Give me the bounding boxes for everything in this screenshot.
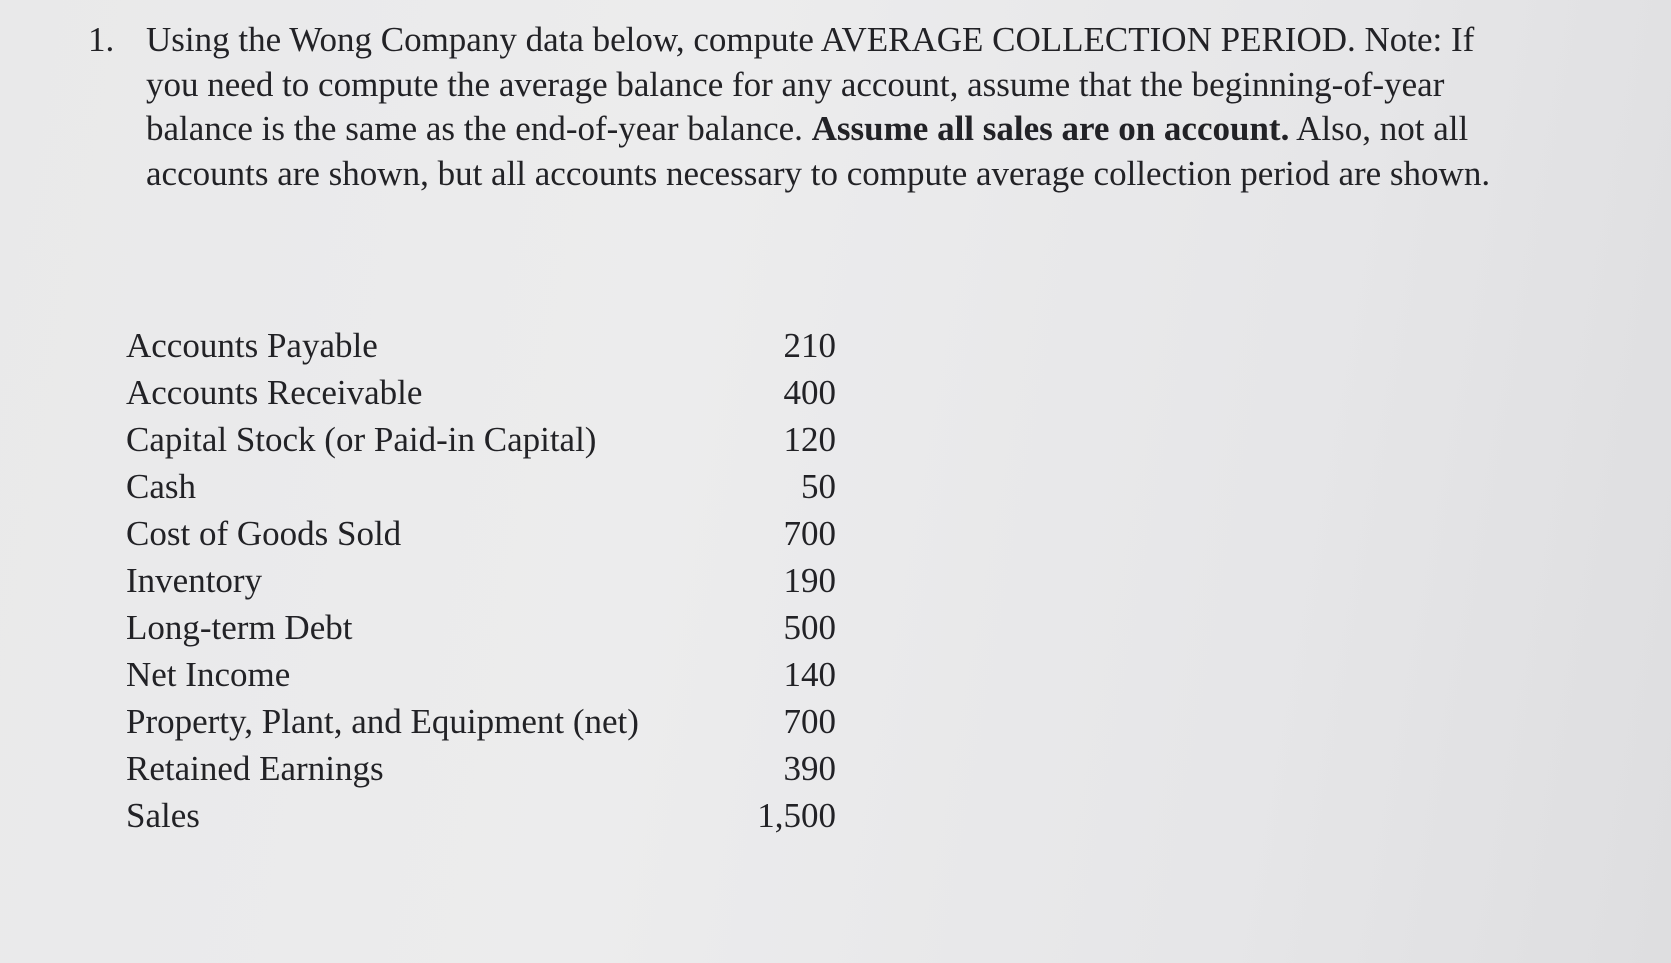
account-value: 50: [801, 466, 836, 506]
account-value: 400: [783, 372, 836, 412]
question-text-part2: Also, not all accounts are shown, but all accounts necessary to compute average collection period are shown.: [146, 109, 1491, 193]
account-value: 210: [783, 325, 836, 365]
account-label: Capital Stock (or Paid-in Capital): [126, 419, 597, 459]
question-text: [146, 18, 1526, 196]
account-label: Property, Plant, and Equipment (net): [126, 701, 639, 741]
table-row: [126, 369, 836, 416]
question-text-bold: Assume all sales are on account.: [811, 109, 1290, 148]
table-row: [126, 745, 836, 792]
table-row: [126, 322, 836, 369]
table-row: [126, 557, 836, 604]
account-value: 140: [783, 654, 836, 694]
account-label: Cash: [126, 466, 196, 506]
account-value: 190: [783, 560, 836, 600]
table-row: [126, 416, 836, 463]
account-value: 1,500: [757, 795, 836, 835]
table-row: [126, 510, 836, 557]
question-text-part1: Using the Wong Company data below, compute AVERAGE COLLECTION PERIOD. Note: If you need to compute the average balance for any account, assume that the beginning-of-year balance is the same as the end-of-year balance.: [146, 20, 1475, 148]
account-label: Net Income: [126, 654, 291, 694]
account-label: Accounts Receivable: [126, 372, 423, 412]
account-value: 700: [783, 513, 836, 553]
account-label: Sales: [126, 795, 200, 835]
question-number: 1.: [88, 20, 115, 59]
table-row: [126, 651, 836, 698]
account-label: Retained Earnings: [126, 748, 384, 788]
account-value: 700: [783, 701, 836, 741]
table-row: [126, 698, 836, 745]
table-row: [126, 792, 836, 839]
accounts-table: [126, 322, 836, 839]
account-value: 120: [783, 419, 836, 459]
account-value: 390: [783, 748, 836, 788]
table-row: [126, 604, 836, 651]
account-label: Cost of Goods Sold: [126, 513, 402, 553]
account-value: 500: [783, 607, 836, 647]
table-row: [126, 463, 836, 510]
account-label: Accounts Payable: [126, 325, 378, 365]
account-label: Long-term Debt: [126, 607, 353, 647]
account-label: Inventory: [126, 560, 263, 600]
